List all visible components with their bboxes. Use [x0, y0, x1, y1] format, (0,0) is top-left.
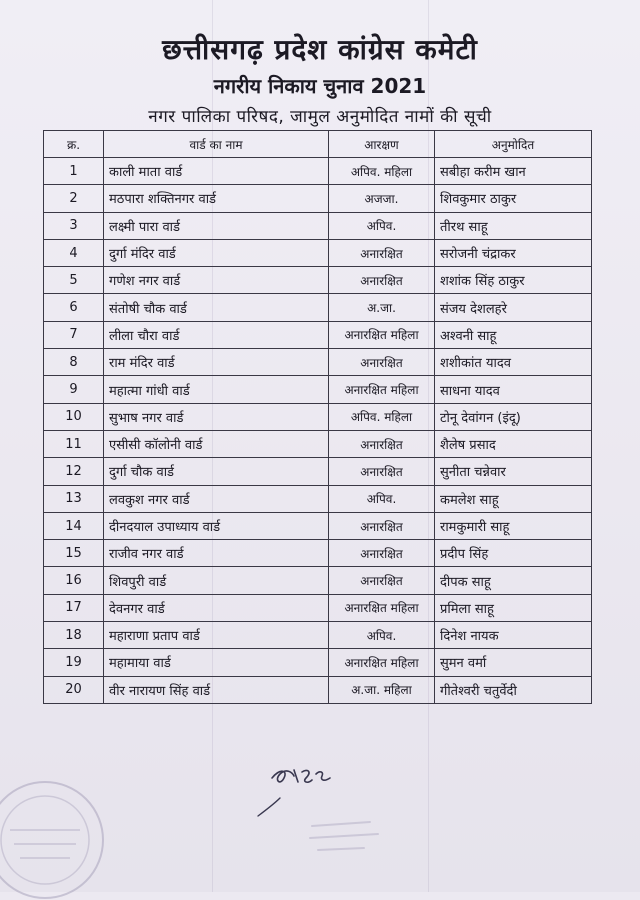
table-row: [44, 458, 592, 485]
cell-reservation: अनारक्षित महिला: [329, 594, 435, 621]
election-subtitle: नगरीय निकाय चुनाव 2021: [213, 74, 427, 98]
cell-reservation: अपिव. महिला: [329, 158, 435, 185]
cell-approved-name: सुनीता चन्नेवार: [435, 458, 592, 485]
cell-ward-name: देवनगर वार्ड: [104, 594, 329, 621]
table-row: [44, 185, 592, 212]
cell-approved-name: रामकुमारी साहू: [435, 512, 592, 539]
cell-ward-name: शिवपुरी वार्ड: [104, 567, 329, 594]
cell-reservation: अनारक्षित: [329, 512, 435, 539]
table-row: [44, 512, 592, 539]
column-header-serial: क्र.: [44, 131, 104, 158]
cell-serial: 13: [44, 485, 104, 512]
party-committee-title: छत्तीसगढ़ प्रदेश कांग्रेस कमेटी: [162, 33, 478, 66]
cell-approved-name: सुमन वर्मा: [435, 649, 592, 676]
cell-ward-name: वीर नारायण सिंह वार्ड: [104, 676, 329, 703]
cell-ward-name: दुर्गा चौक वार्ड: [104, 458, 329, 485]
table-row: [44, 403, 592, 430]
cell-approved-name: प्रमिला साहू: [435, 594, 592, 621]
cell-serial: 7: [44, 321, 104, 348]
table-row: [44, 485, 592, 512]
table-row: [44, 594, 592, 621]
cell-ward-name: मठपारा शक्तिनगर वार्ड: [104, 185, 329, 212]
cell-ward-name: काली माता वार्ड: [104, 158, 329, 185]
cell-approved-name: शैलेष प्रसाद: [435, 430, 592, 457]
cell-approved-name: संजय देशलहरे: [435, 294, 592, 321]
table-row: [44, 676, 592, 703]
list-heading: नगर पालिका परिषद, जामुल अनुमोदित नामों की सूची: [148, 107, 492, 127]
cell-ward-name: महात्मा गांधी वार्ड: [104, 376, 329, 403]
table-row: [44, 349, 592, 376]
cell-ward-name: राजीव नगर वार्ड: [104, 540, 329, 567]
cell-reservation: अनारक्षित: [329, 430, 435, 457]
table-row: [44, 430, 592, 457]
cell-reservation: अपिव.: [329, 485, 435, 512]
cell-reservation: अपिव.: [329, 212, 435, 239]
cell-reservation: अ.जा.: [329, 294, 435, 321]
cell-serial: 15: [44, 540, 104, 567]
table-row: [44, 376, 592, 403]
cell-reservation: अनारक्षित महिला: [329, 649, 435, 676]
faded-seal-text: [300, 808, 400, 868]
cell-reservation: अनारक्षित: [329, 540, 435, 567]
table-row: [44, 622, 592, 649]
cell-approved-name: प्रदीप सिंह: [435, 540, 592, 567]
table-row: [44, 321, 592, 348]
cell-approved-name: शशीकांत यादव: [435, 349, 592, 376]
cell-approved-name: गीतेश्वरी चतुर्वेदी: [435, 676, 592, 703]
table-row: [44, 212, 592, 239]
cell-serial: 2: [44, 185, 104, 212]
cell-serial: 19: [44, 649, 104, 676]
cell-approved-name: शशांक सिंह ठाकुर: [435, 267, 592, 294]
table-row: [44, 267, 592, 294]
cell-serial: 3: [44, 212, 104, 239]
cell-reservation: अ.जा. महिला: [329, 676, 435, 703]
cell-reservation: अपिव. महिला: [329, 403, 435, 430]
cell-serial: 8: [44, 349, 104, 376]
cell-reservation: अजजा.: [329, 185, 435, 212]
cell-reservation: अनारक्षित: [329, 458, 435, 485]
cell-ward-name: संतोषी चौक वार्ड: [104, 294, 329, 321]
cell-ward-name: सुभाष नगर वार्ड: [104, 403, 329, 430]
cell-serial: 17: [44, 594, 104, 621]
cell-ward-name: लीला चौरा वार्ड: [104, 321, 329, 348]
cell-serial: 1: [44, 158, 104, 185]
cell-approved-name: सबीहा करीम खान: [435, 158, 592, 185]
cell-reservation: अनारक्षित महिला: [329, 376, 435, 403]
table-row: [44, 540, 592, 567]
cell-serial: 11: [44, 430, 104, 457]
cell-serial: 20: [44, 676, 104, 703]
cell-ward-name: महामाया वार्ड: [104, 649, 329, 676]
cell-serial: 6: [44, 294, 104, 321]
cell-approved-name: दीपक साहू: [435, 567, 592, 594]
cell-approved-name: शिवकुमार ठाकुर: [435, 185, 592, 212]
table-row: [44, 567, 592, 594]
cell-reservation: अनारक्षित: [329, 349, 435, 376]
cell-approved-name: साधना यादव: [435, 376, 592, 403]
cell-ward-name: दीनदयाल उपाध्याय वार्ड: [104, 512, 329, 539]
cell-ward-name: महाराणा प्रताप वार्ड: [104, 622, 329, 649]
column-header-reservation: आरक्षण: [329, 131, 435, 158]
cell-serial: 16: [44, 567, 104, 594]
table-row: [44, 239, 592, 266]
cell-reservation: अनारक्षित: [329, 267, 435, 294]
cell-ward-name: राम मंदिर वार्ड: [104, 349, 329, 376]
table-header-row: [44, 131, 592, 158]
cell-serial: 18: [44, 622, 104, 649]
cell-serial: 9: [44, 376, 104, 403]
cell-approved-name: दिनेश नायक: [435, 622, 592, 649]
cell-ward-name: दुर्गा मंदिर वार्ड: [104, 239, 329, 266]
cell-serial: 10: [44, 403, 104, 430]
table-row: [44, 294, 592, 321]
faded-stamp: [0, 770, 120, 900]
cell-approved-name: कमलेश साहू: [435, 485, 592, 512]
cell-approved-name: अश्वनी साहू: [435, 321, 592, 348]
cell-reservation: अनारक्षित: [329, 567, 435, 594]
cell-serial: 14: [44, 512, 104, 539]
cell-ward-name: गणेश नगर वार्ड: [104, 267, 329, 294]
cell-reservation: अनारक्षित महिला: [329, 321, 435, 348]
cell-reservation: अपिव.: [329, 622, 435, 649]
cell-serial: 5: [44, 267, 104, 294]
approved-names-table: [43, 130, 592, 704]
cell-serial: 4: [44, 239, 104, 266]
column-header-ward-name: वार्ड का नाम: [104, 131, 329, 158]
cell-ward-name: लवकुश नगर वार्ड: [104, 485, 329, 512]
table-row: [44, 649, 592, 676]
cell-approved-name: सरोजनी चंद्राकर: [435, 239, 592, 266]
cell-reservation: अनारक्षित: [329, 239, 435, 266]
cell-serial: 12: [44, 458, 104, 485]
cell-ward-name: एसीसी कॉलोनी वार्ड: [104, 430, 329, 457]
cell-ward-name: लक्ष्मी पारा वार्ड: [104, 212, 329, 239]
column-header-approved: अनुमोदित: [435, 131, 592, 158]
cell-approved-name: तीरथ साहू: [435, 212, 592, 239]
cell-approved-name: टोनू देवांगन (इंदू): [435, 403, 592, 430]
table-row: [44, 158, 592, 185]
